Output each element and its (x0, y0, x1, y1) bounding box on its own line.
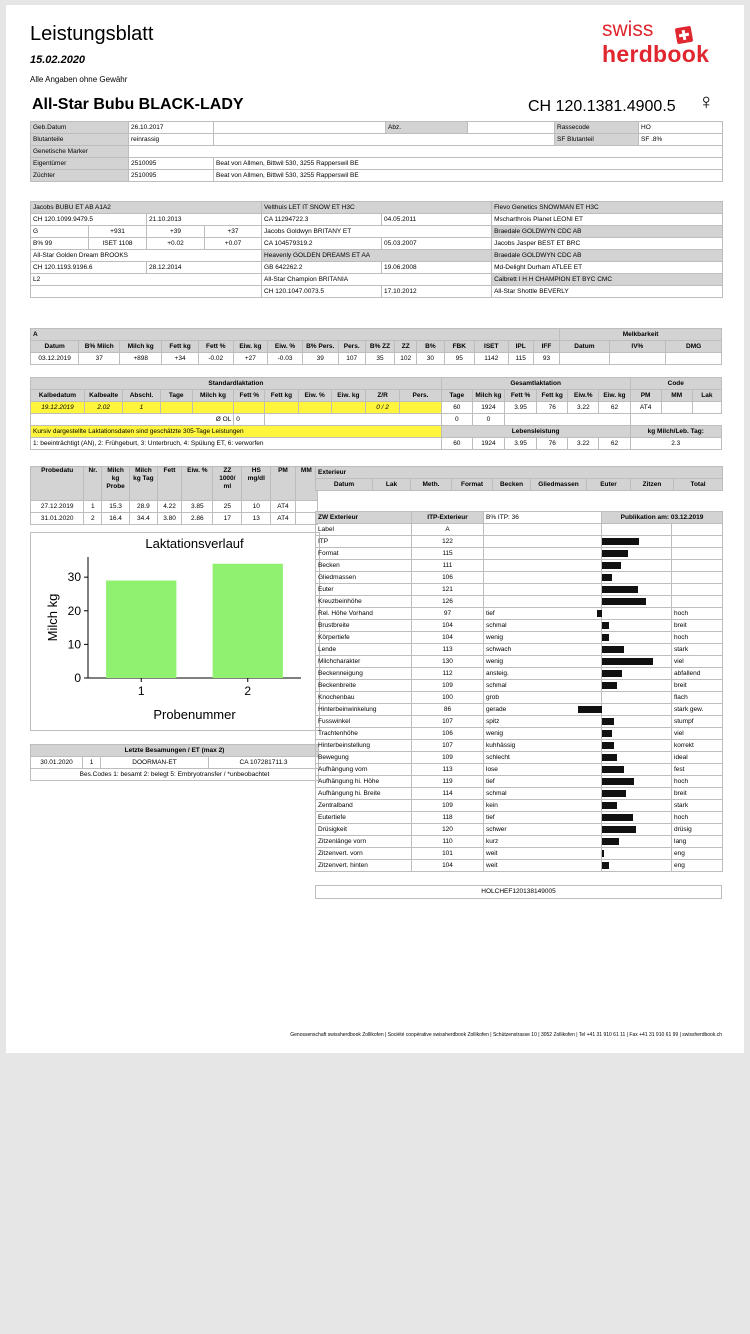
trait-bar (602, 826, 636, 833)
chart-title: Laktationsverlauf (145, 536, 244, 551)
y-tick-label: 30 (67, 570, 81, 585)
trait-bar (602, 586, 638, 593)
lactation-chart-svg (31, 533, 319, 730)
trait-bar-cell (602, 800, 672, 812)
zw-exterieur-row: Eutertiefe 118 tief hoch (316, 812, 723, 824)
trait-bar (602, 718, 614, 725)
trait-bar-cell (602, 812, 672, 824)
lactation-chart (30, 532, 320, 731)
zw-exterieur-row: Aufhängung hi. Höhe 119 tief hoch (316, 776, 723, 788)
trait-bar-cell (602, 716, 672, 728)
trait-bar-cell (602, 836, 672, 848)
zuchtwerte-table: A Melkbarkeit Datum B% Milch Milch kg Fett kg Fett % Eiw. kg Eiw. % B% Pers. Pers. B% ZZ ZZ B% FBK ISET IPL IFF Datum IV% DMG 03.12.2019 37 +898 +34 -0.02 +27 -0.03 39 107 35 102 30 95 1142 115 93 (30, 328, 722, 365)
zw-exterieur-row: Drüsigkeit 120 schwer drüsig (316, 824, 723, 836)
trait-bar (578, 706, 602, 713)
trait-bar (602, 730, 612, 737)
trait-bar (602, 838, 619, 845)
zw-exterieur-row: Milchcharakter 130 wenig viel (316, 656, 723, 668)
trait-bar-cell (602, 860, 672, 872)
trait-bar-cell (602, 548, 672, 560)
document-page (6, 5, 744, 1053)
zw-exterieur-row: Beckenbreite 109 schmal breit (316, 680, 723, 692)
zw-exterieur-row: Zentralband 109 kein stark (316, 800, 723, 812)
trait-bar (602, 766, 624, 773)
trait-bar-cell (602, 644, 672, 656)
zw-exterieur-row: Fusswinkel 107 spitz stumpf (316, 716, 723, 728)
trait-bar (602, 598, 646, 605)
zw-exterieur-table: ZW Exterieur ITP-Exterieur B% ITP: 36 Publikation am: 03.12.2019 Label A ITP 122 Format 115 Becken 111 Gliedmassen 106 Euter 121 Kreuzbeinhöhe 126 Rel. Höhe Vorhand 97 tief hoch Brustbreite 104 schmal breit Körpertiefe 104 wenig hoch Lende 113 schwach stark Milchcharakter 130 wenig viel Beckenneigung 112 ansteig. abfallend Beckenbreite 109 schmal breit Knochenbau 100 grob flach Hinterbeinwinkelung 86 gerade stark gew. Fusswinkel 107 spitz stumpf Trachtenhöhe 106 wenig viel Hinterbeinstellung 107 kuhhässig korrekt Bewegung 109 schlecht ideal Aufhängung vorn 113 lose fest Aufhängung hi. Höhe 119 tief hoch Aufhängung hi. Breite 114 schmal breit Zentralband 109 kein stark Eutertiefe 118 tief hoch Drüsigkeit 120 schwer drüsig Zitzenlänge vorn 110 kurz lang Zitzenvert. vorn 101 weit eng Zitzenvert. hinten 104 weit eng (315, 511, 723, 872)
disclaimer: Alle Angaben ohne Gewähr (30, 75, 128, 84)
animal-name: All-Star Bubu BLACK-LADY (32, 96, 244, 113)
chart-bar (213, 564, 283, 678)
trait-bar (602, 778, 634, 785)
trait-bar (602, 862, 609, 869)
report-date: 15.02.2020 (30, 54, 86, 66)
zw-exterieur-row: Gliedmassen 106 (316, 572, 723, 584)
zw-exterieur-row: Hinterbeinwinkelung 86 gerade stark gew. (316, 704, 723, 716)
y-tick-label: 20 (67, 603, 81, 618)
probe-row: 27.12.2019 1 15.3 28.9 4.22 3.85 25 10 AT4 (31, 501, 318, 513)
trait-bar (602, 658, 653, 665)
trait-bar-cell (602, 776, 672, 788)
exterieur-table: Exterieur Datum Lak Meth. Format Becken Gliedmassen Euter Zitzen Total (315, 466, 723, 491)
trait-bar-cell (602, 704, 672, 716)
x-tick-label: 2 (244, 684, 252, 698)
trait-bar-cell (602, 572, 672, 584)
trait-bar-cell (602, 560, 672, 572)
trait-bar-cell (602, 764, 672, 776)
zw-exterieur-row: ITP 122 (316, 536, 723, 548)
holchef-id: HOLCHEF120138149005 (315, 885, 722, 899)
zw-exterieur-row: Zitzenvert. hinten 104 weit eng (316, 860, 723, 872)
trait-bar-cell (602, 608, 672, 620)
trait-bar (602, 550, 628, 557)
chart-bar (106, 581, 176, 678)
probe-row: 31.01.2020 2 16.4 34.4 3.80 2.86 17 13 AT4 (31, 513, 318, 525)
trait-bar-cell (602, 584, 672, 596)
zw-exterieur-row: Rel. Höhe Vorhand 97 tief hoch (316, 608, 723, 620)
logo-swiss: swiss (602, 18, 654, 41)
y-axis-label: Milch kg (45, 593, 60, 642)
zw-exterieur-row: Euter 121 (316, 584, 723, 596)
trait-bar-cell (602, 752, 672, 764)
pedigree-table: Jacobs BUBU ET AB A1A2 Velthuis LET IT SNOW ET H3C Flevo Genetics SNOWMAN ET H3C CH 120.1099.9479.5 21.10.2013 CA 11294722.3 04.05.2011 Mscharthrois Planet LEONI ET G +931 +39 +37 Jacobs Goldwyn BRITANY ET Braedale GOLDWYN CDC AB B% 99 ISET 1108 +0.02 +0.07 CA 104579319.2 05.03.2007 Jacobs Jasper BEST ET BRC All-Star Golden Dream BROOKS Heavenly GOLDEN DREAMS ET AA Braedale GOLDWYN CDC AB CH 120.1193.9196.6 28.12.2014 GB 642262.2 19.06.2008 Md-Delight Durham ATLEE ET L2 All-Star Champion BRITANIA Calbrett I H H CHAMPION ET BYC CMC CH 120.1047.0073.5 17.10.2012 All-Star Shottle BEVERLY (30, 201, 723, 298)
trait-bar (602, 538, 639, 545)
trait-bar-cell (602, 680, 672, 692)
estimated-note: Kursiv dargestellte Laktationsdaten sind geschätzte 305-Tage Leistungen (31, 426, 442, 438)
trait-bar (602, 646, 624, 653)
trait-bar (602, 814, 633, 821)
zw-exterieur-row: Kreuzbeinhöhe 126 (316, 596, 723, 608)
trait-bar (602, 574, 612, 581)
y-tick-label: 0 (74, 671, 81, 685)
trait-bar (602, 562, 621, 569)
zw-exterieur-row: Format 115 (316, 548, 723, 560)
zw-exterieur-row: Aufhängung hi. Breite 114 schmal breit (316, 788, 723, 800)
trait-bar-cell (602, 632, 672, 644)
probe-table: Probedatu Nr. Milch kg Probe Milch kg Tag Fett Eiw. % ZZ 1000/ ml HS mg/dl PM MM 27.12.2019 1 15.3 28.9 4.22 3.85 25 10 AT4 31.01.2020 2 16.4 34.4 3.80 2.86 17 13 AT4 (30, 466, 318, 525)
zw-exterieur-row: Zitzenlänge vorn 110 kurz lang (316, 836, 723, 848)
y-tick-label: 10 (67, 637, 81, 652)
trait-bar (602, 682, 617, 689)
zw-exterieur-row: Aufhängung vorn 113 lose fest (316, 764, 723, 776)
trait-bar (602, 850, 604, 857)
zw-exterieur-row: Label A (316, 524, 723, 536)
zw-exterieur-row: Trachtenhöhe 106 wenig viel (316, 728, 723, 740)
trait-bar (602, 670, 622, 677)
zw-exterieur-row: Zitzenvert. vorn 101 weit eng (316, 848, 723, 860)
zw-exterieur-row: Knochenbau 100 grob flach (316, 692, 723, 704)
trait-bar-cell (602, 524, 672, 536)
zw-exterieur-row: Becken 111 (316, 560, 723, 572)
x-tick-label: 1 (137, 684, 145, 698)
insemination-table: Letzte Besamungen / ET (max 2) 30.01.2020 1 DOORMAN-ET CA 107281711.3 Bes.Codes 1: besamt 2: belegt 5: Embryotransfer / *unbeobachtet (30, 744, 319, 781)
trait-bar-cell (602, 596, 672, 608)
trait-bar-cell (602, 728, 672, 740)
trait-bar-cell (602, 536, 672, 548)
footer: Genossenschaft swissherdbook Zollikofen | Société coopérative swissherdbook Zollikofen | Schützenstrasse 10 | 3052 Zollikofen | Tel +41 31 910 61 11 | Fax +41 31 910 61 99 | swissherdbook.ch (290, 1032, 722, 1038)
trait-bar-cell (602, 656, 672, 668)
trait-bar-cell (602, 740, 672, 752)
info-table: Geb.Datum 26.10.2017 Abz. Rassecode HO Blutanteile reinrassig SF Blutanteil SF .8% Genetische Marker Eigentümer 2510095 Beat von Allmen, Bittwil 530, 3255 Rapperswil BE Züchter 2510095 Beat von Allmen, Bittwil 530, 3255 Rapperswil BE (30, 121, 723, 182)
trait-bar (602, 790, 626, 797)
page-title: Leistungsblatt (30, 23, 154, 45)
zw-exterieur-row: Lende 113 schwach stark (316, 644, 723, 656)
trait-bar-cell (602, 692, 672, 704)
trait-bar (597, 610, 602, 617)
trait-bar (602, 754, 617, 761)
trait-bar-cell (602, 668, 672, 680)
trait-bar-cell (602, 620, 672, 632)
trait-bar (602, 622, 609, 629)
female-icon: ♀ (698, 89, 715, 114)
zw-exterieur-row: Brustbreite 104 schmal breit (316, 620, 723, 632)
zw-exterieur-row: Bewegung 109 schlecht ideal (316, 752, 723, 764)
zw-exterieur-row: Hinterbeinstellung 107 kuhhässig korrekt (316, 740, 723, 752)
trait-bar (602, 802, 617, 809)
logo-herdbook: herdbook (602, 41, 710, 67)
zw-exterieur-row: Beckenneigung 112 ansteig. abfallend (316, 668, 723, 680)
trait-bar (602, 742, 614, 749)
trait-bar-cell (602, 788, 672, 800)
trait-bar-cell (602, 848, 672, 860)
x-axis-label: Probenummer (153, 707, 236, 722)
trait-bar (602, 634, 609, 641)
lactation-table: Standardlaktation Gesamtlaktation Code Kalbedatum Kalbealte Abschl. Tage Milch kg Fett % Fett kg Eiw. % Eiw. kg Z/R Pers. Tage Milch kg Fett % Fett kg Eiw.% Eiw. kg PM MM Lak 19.12.2019 2.02 1 0 / 2 60 1924 3.95 76 3.22 62 AT4 Ø OL 0 0 0 Kursiv dargestellte Laktationsdaten sind geschätzte 305-Tage Leistungen Lebensleistung kg Milch/Leb. Tag: 1: beeinträchtigt (AN), 2: Frühgeburt, 3: Unterbruch, 4: Spülung ET, 6: verworfen 60 1924 3.95 76 3.22 62 2.3 (30, 377, 722, 450)
zw-exterieur-row: Körpertiefe 104 wenig hoch (316, 632, 723, 644)
trait-bar-cell (602, 824, 672, 836)
animal-id: CH 120.1381.4900.5 (528, 98, 676, 115)
